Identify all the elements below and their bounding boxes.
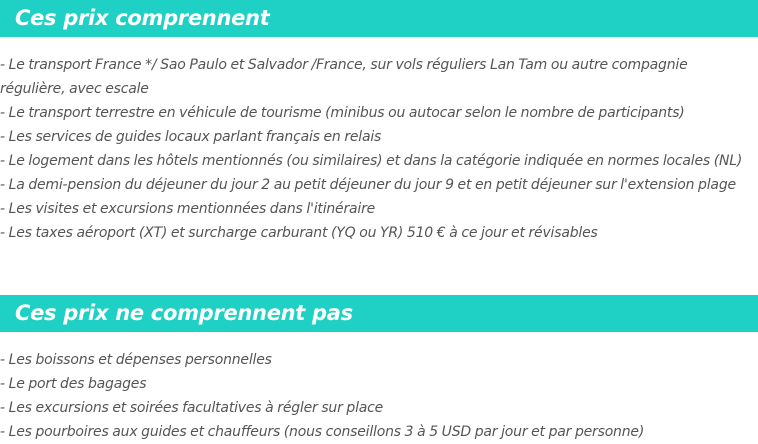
list-item: - Le logement dans les hôtels mentionnés (ou similaires) et dans la catégorie indiquée en normes locales (NL) [0,153,743,169]
list-item: - Les excursions et soirées facultatives à régler sur place [0,400,384,416]
included-section-header [0,0,758,37]
list-item: - Le transport terrestre en véhicule de tourisme (minibus ou autocar selon le nombre de participants) [0,105,685,121]
list-item: - Les boissons et dépenses personnelles [0,352,272,368]
list-item: - Les visites et excursions mentionnées dans l'itinéraire [0,201,376,217]
excluded-list [0,348,752,444]
list-item: - Les services de guides locaux parlant français en relais [0,129,382,145]
included-section-title: Ces prix comprennent [15,6,270,30]
list-item: - Les pourboires aux guides et chauffeurs (nous conseillons 3 à 5 USD par jour et par personne) [0,424,645,440]
included-list [0,53,752,245]
list-item: - La demi-pension du déjeuner du jour 2 au petit déjeuner du jour 9 et en petit déjeuner sur l'extension plage [0,177,736,193]
list-item: - Le transport France */ Sao Paulo et Salvador /France, sur vols réguliers Lan Tam ou autre compagnie régulière, avec escale [0,57,688,97]
excluded-section-header [0,295,758,332]
list-item: - Les taxes aéroport (XT) et surcharge carburant (YQ ou YR) 510 € à ce jour et révisables [0,225,598,241]
excluded-section-title: Ces prix ne comprennent pas [15,301,353,325]
list-item: - Le port des bagages [0,376,147,392]
